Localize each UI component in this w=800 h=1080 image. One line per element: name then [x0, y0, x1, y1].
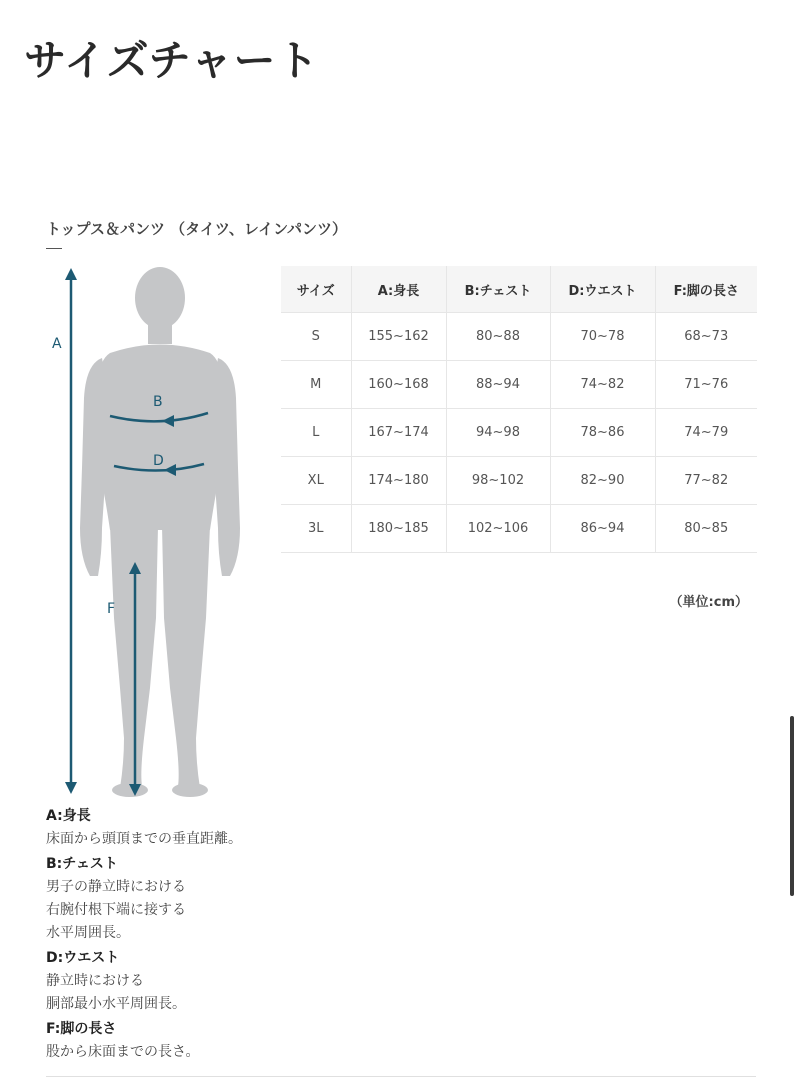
cell-size: 3L [281, 505, 351, 553]
figure-label-d: D [153, 453, 164, 469]
table-row [281, 457, 757, 505]
figure-label-f: F [107, 601, 116, 617]
unit-note: （単位:cm） [669, 595, 748, 610]
legend-item [46, 1018, 376, 1064]
cell-leg-length: 77~82 [655, 457, 757, 505]
header-waist: D:ウエスト [550, 266, 655, 313]
legend-item [46, 947, 376, 1016]
cell-leg-length: 68~73 [655, 313, 757, 361]
table-row [281, 361, 757, 409]
body-measurement-figure [40, 258, 260, 803]
scrollbar-thumb[interactable] [790, 716, 794, 896]
measurement-legend [46, 804, 376, 1066]
figure-label-b: B [153, 394, 163, 410]
legend-item [46, 853, 376, 945]
cell-size: S [281, 313, 351, 361]
legend-term: F:脚の長さ [46, 1021, 117, 1037]
cell-size: XL [281, 457, 351, 505]
legend-description: 男子の静立時における 右腕付根下端に接する 水平周囲長。 [46, 879, 186, 941]
cell-height: 167~174 [351, 409, 446, 457]
height-arrow [65, 268, 77, 794]
legend-description: 股から床面までの長さ。 [46, 1044, 200, 1060]
legend-term: D:ウエスト [46, 950, 120, 966]
bottom-divider [46, 1076, 756, 1077]
table-row [281, 505, 757, 553]
page-title: サイズチャート [24, 36, 320, 85]
section-title: トップス＆パンツ （タイツ、レインパンツ） [46, 220, 348, 238]
header-leg-length: F:脚の長さ [655, 266, 757, 313]
legend-description: 静立時における 胴部最小水平周囲長。 [46, 973, 186, 1012]
cell-chest: 102~106 [446, 505, 550, 553]
legend-item [46, 805, 376, 851]
legend-description: 床面から頭頂までの垂直距離。 [46, 831, 242, 847]
figure-label-a: A [52, 336, 62, 352]
cell-leg-length: 80~85 [655, 505, 757, 553]
cell-height: 160~168 [351, 361, 446, 409]
scrollbar[interactable] [790, 0, 796, 1080]
header-height: A:身長 [351, 266, 446, 313]
cell-chest: 94~98 [446, 409, 550, 457]
cell-waist: 70~78 [550, 313, 655, 361]
cell-height: 174~180 [351, 457, 446, 505]
cell-size: M [281, 361, 351, 409]
cell-leg-length: 74~79 [655, 409, 757, 457]
table-row [281, 409, 757, 457]
cell-waist: 78~86 [550, 409, 655, 457]
cell-chest: 88~94 [446, 361, 550, 409]
cell-height: 155~162 [351, 313, 446, 361]
cell-height: 180~185 [351, 505, 446, 553]
body-silhouette [80, 267, 240, 797]
legend-term: B:チェスト [46, 856, 118, 872]
section-underline [46, 248, 62, 249]
cell-waist: 82~90 [550, 457, 655, 505]
cell-waist: 86~94 [550, 505, 655, 553]
cell-leg-length: 71~76 [655, 361, 757, 409]
cell-chest: 98~102 [446, 457, 550, 505]
table-row [281, 313, 757, 361]
header-size: サイズ [281, 266, 351, 313]
legend-term: A:身長 [46, 808, 91, 824]
cell-chest: 80~88 [446, 313, 550, 361]
cell-size: L [281, 409, 351, 457]
header-chest: B:チェスト [446, 266, 550, 313]
size-chart-table [281, 266, 757, 553]
cell-waist: 74~82 [550, 361, 655, 409]
table-header-row [281, 266, 757, 313]
